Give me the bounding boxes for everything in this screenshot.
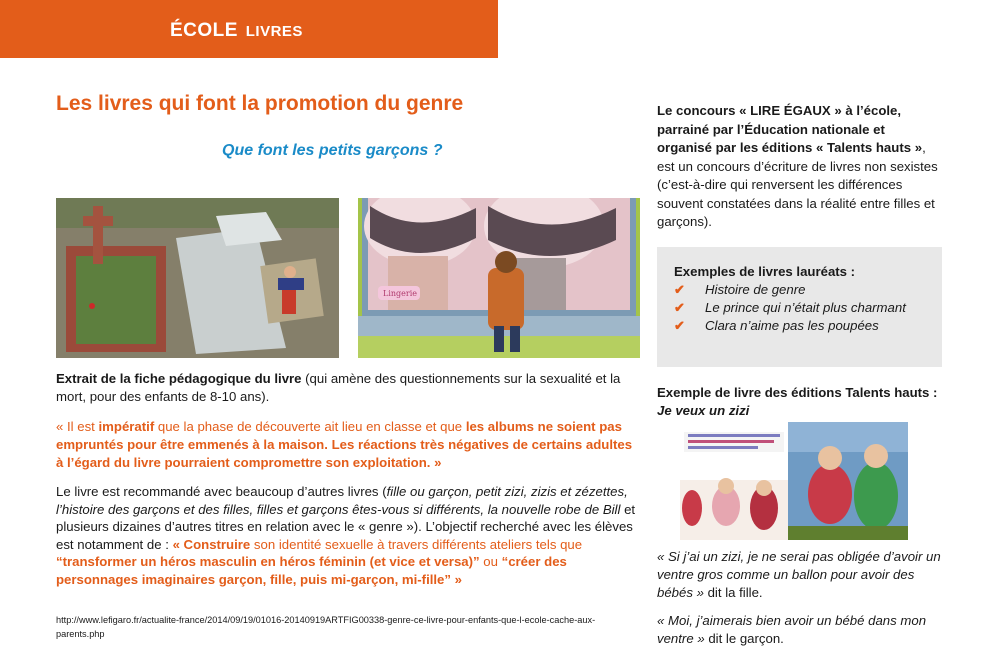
body-part-8: “créer des personnages imaginaires garçon, fille, puis mi-garçon, mi-fille” » [56,554,567,587]
excerpt-label: Extrait de la fiche pédagogique du livre [56,371,302,386]
quote-part-2: impératif [98,419,155,434]
lingerie-billboard-illustration [358,198,640,358]
book-illustration [680,422,908,540]
boy-quote: « Moi, j’aimerais bien avoir un bébé dans mon ventre » [657,613,927,646]
boy-tail: dit le garçon. [704,631,784,646]
body-part-4: « Construire [172,536,251,552]
example-book-title [657,384,942,420]
quote-part-3: que la phase de découverte ait lieu en classe et que [154,419,466,434]
excerpt-text: (qui amène des questionnements sur la sexualité et la mort, pour des enfants de 8-10 ans). [56,371,621,404]
contest-paragraph [657,102,942,232]
section-title [170,20,303,42]
example-label: Exemple de livre des éditions Talents hauts : [657,385,938,400]
body-part-2: fille ou garçon, petit zizi, zizis et zézettes, l’histoire des garçons et des filles, filles et garçons êtes-vous si différents, la nouvelle robe de Bill [56,484,628,517]
section-title-sub: LIVRES [245,23,303,40]
laureate-item [674,317,924,335]
body-part-1: Le livre est recommandé avec beaucoup d’autres livres ( [56,484,387,499]
source-url[interactable]: http://www.lefigaro.fr/actualite-france/2014/09/19/01016-20140919ARTFIG00338-genre-ce-livre-pour-enfants-que-l-ecole-cache-aux-parents.php [56,615,596,639]
article-subhead: Que font les petits garçons ? [222,142,443,159]
article-body [56,483,642,589]
body-part-7: ou [479,554,502,570]
boy-caption [657,612,942,648]
check-icon: ✔ [674,318,686,333]
section-title-main: ÉCOLE [170,20,238,41]
article-headline: Les livres qui font la promotion du genre [56,92,464,115]
girl-tail: dit la fille. [703,585,763,600]
lingerie-sign-text: Lingerie [383,289,417,298]
quote-part-4: les albums ne soient pas empruntés pour être emmenés à la maison. Les réactions très négatives de certains adultes à l’égard du livre pourraient compromettre son exploitation. » [56,419,633,470]
laureate-item [674,299,924,317]
check-icon: ✔ [674,300,686,315]
girl-caption [657,548,942,602]
contest-text: , est un concours d’écriture de livres non sexistes (c’est-à-dire qui renversent les différences souvent constatées dans la réalité entre filles et garçons). [657,140,938,229]
laureate-label: Histoire de genre [705,282,806,297]
laureate-item [674,281,924,299]
pedagogical-quote [56,418,642,472]
section-banner [0,0,498,58]
book-spread-drawing [680,422,908,540]
body-part-6: “transformer un héros masculin en héros féminin (et vice et versa)” [56,554,480,570]
contest-bold: Le concours « LIRE ÉGAUX » à l’école, parrainé par l’Éducation nationale et organisé par les éditions « Talents hauts » [657,103,923,155]
check-icon: ✔ [674,282,686,297]
cemetery-illustration [56,198,339,358]
laureate-label: Clara n’aime pas les poupées [705,318,879,333]
girl-quote: « Si j’ai un zizi, je ne serai pas obligée d’avoir un ventre gros comme un ballon pour avoir des bébés » [657,549,941,600]
billboard-drawing [358,198,640,358]
laureates-title: Exemples de livres lauréats : [674,264,856,279]
body-part-3: et plusieurs dizaines d’autres titres en relation avec le « genre »). L’objectif recherché avec les élèves est notamment de : [56,501,636,552]
laureate-label: Le prince qui n’était plus charmant [705,300,906,315]
body-part-5: son identité sexuelle à travers différents ateliers tels que [250,536,583,552]
example-book-name: Je veux un zizi [657,403,750,418]
quote-part-1: « Il est [56,419,99,434]
article-header [56,92,642,160]
cemetery-drawing [56,198,339,358]
excerpt-paragraph [56,370,642,406]
laureates-box [657,247,942,367]
